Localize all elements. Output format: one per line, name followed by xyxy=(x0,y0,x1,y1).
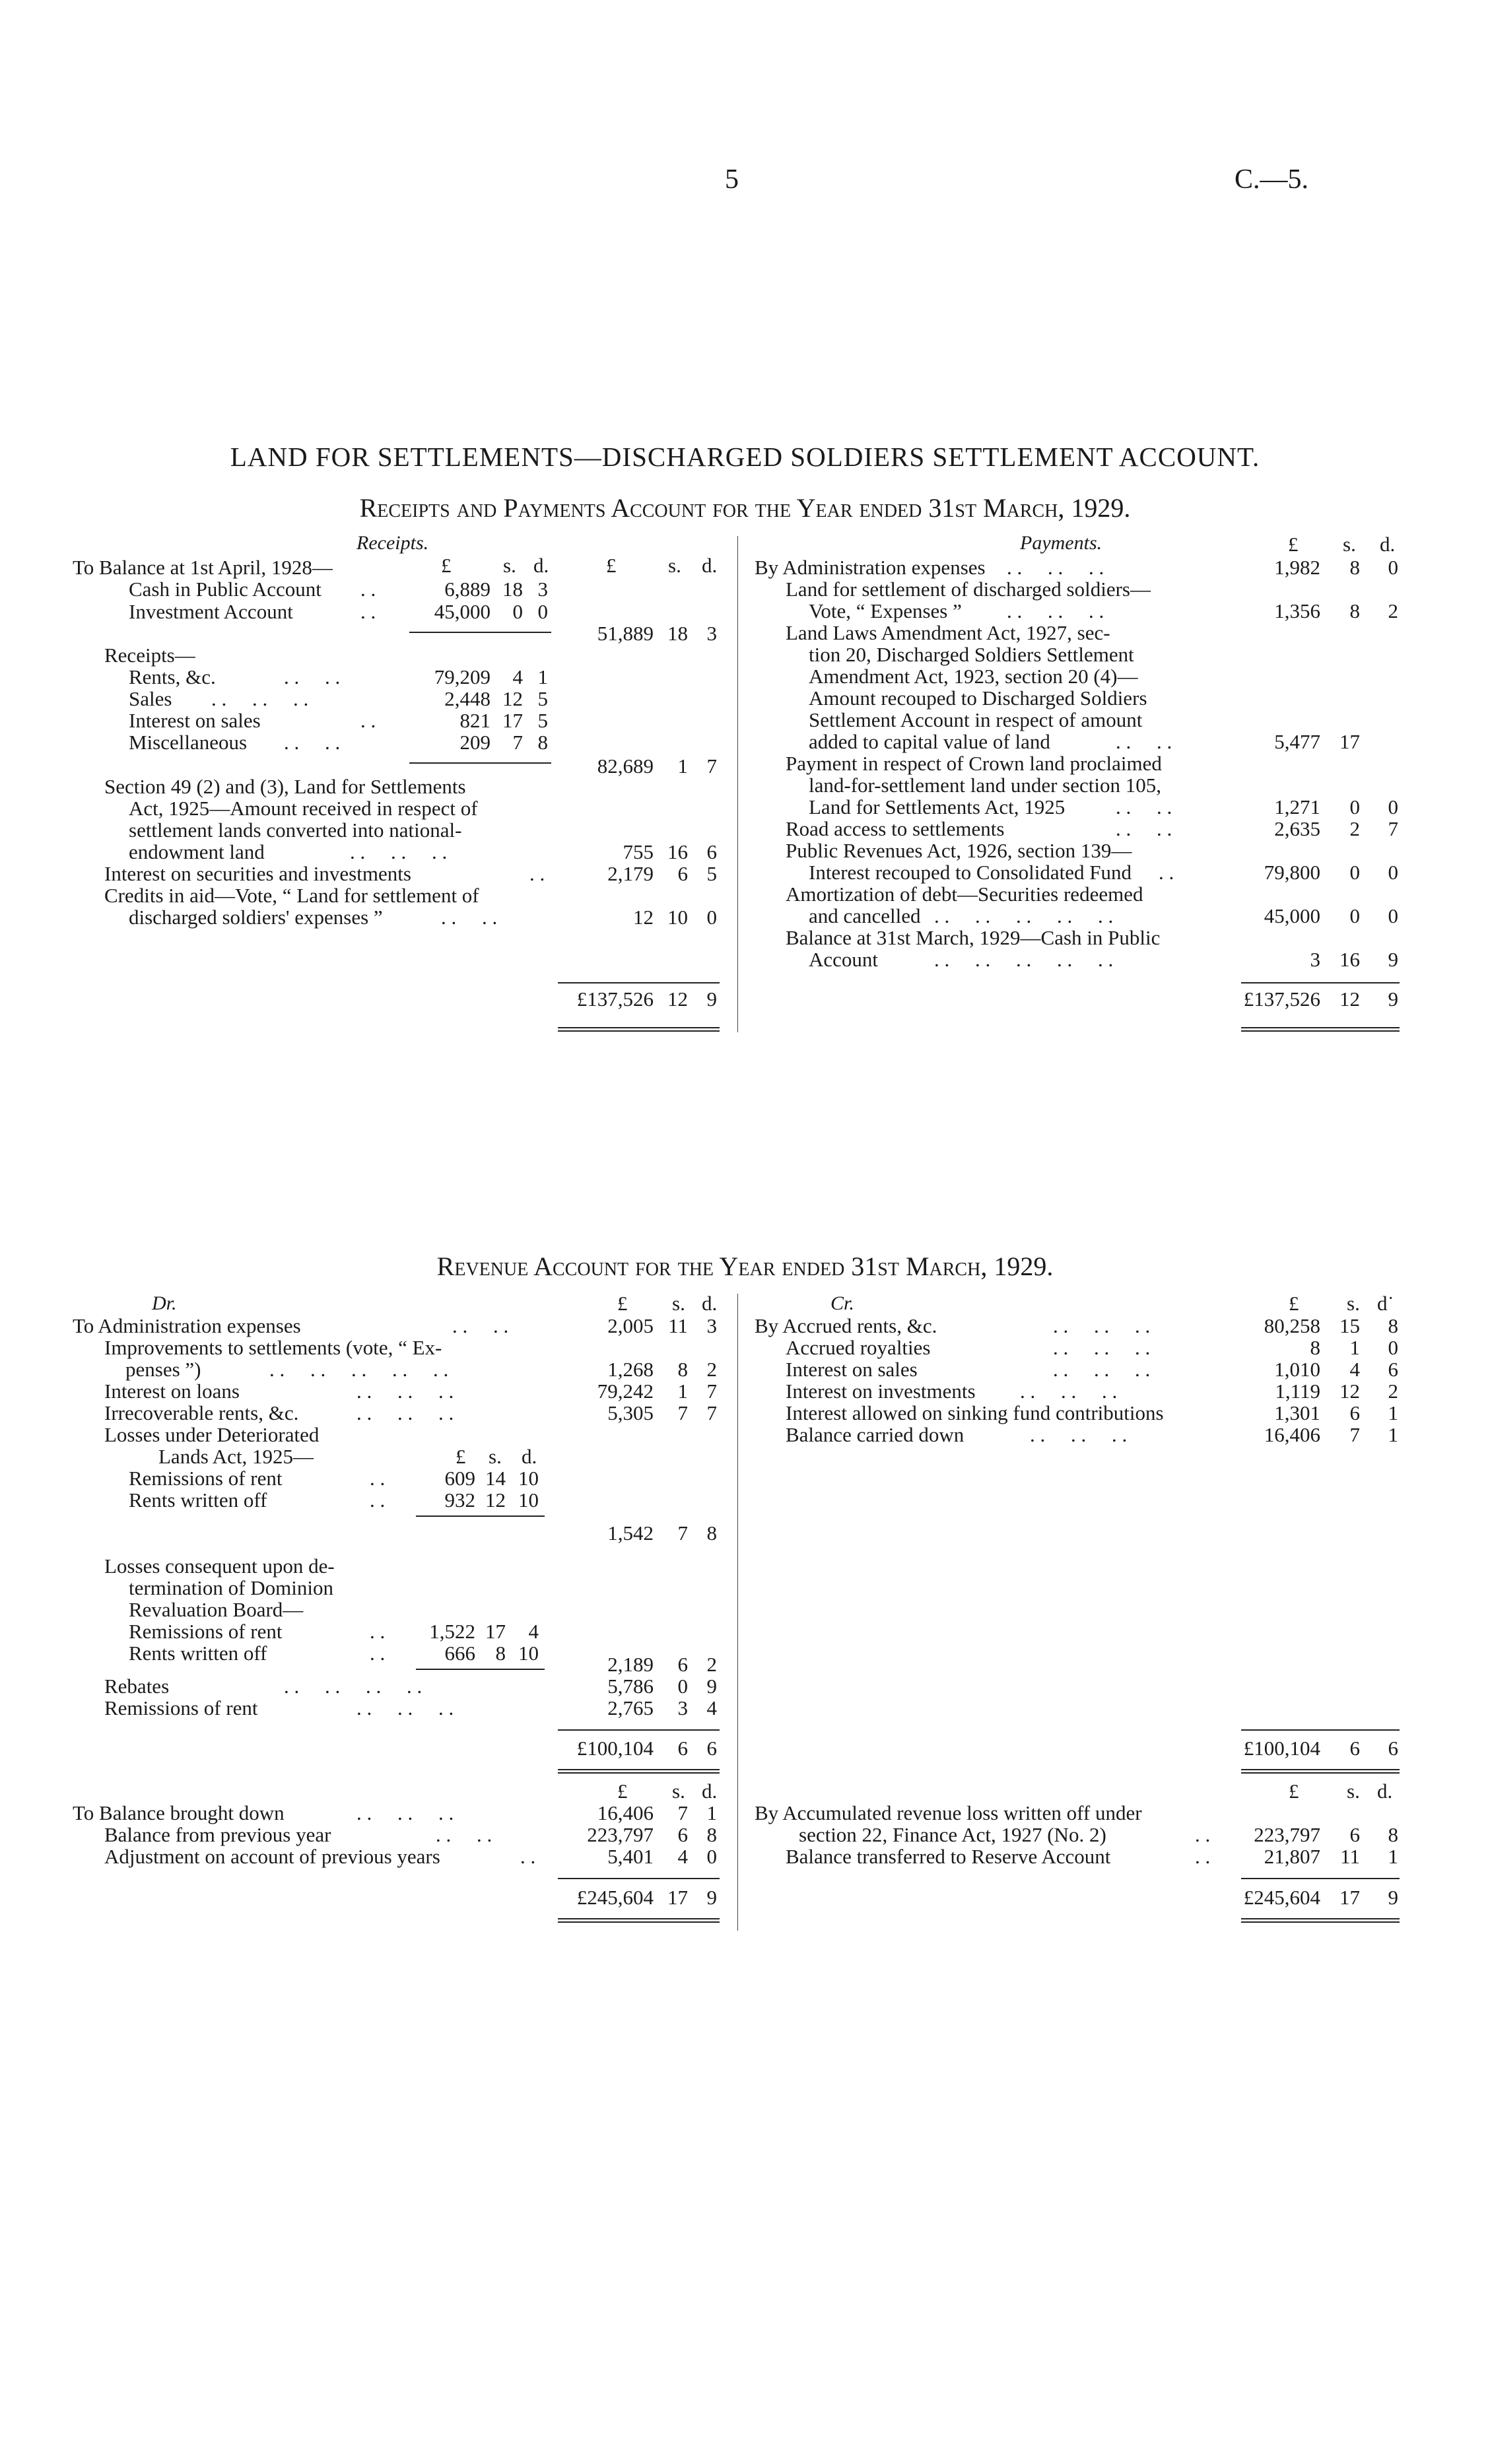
dr-dom-written-off-shillings: 8 xyxy=(495,1642,506,1665)
page-number: 5 xyxy=(725,164,739,195)
dr-det-pound-head: £ xyxy=(456,1445,466,1468)
rec-interest-label: Interest on securities and investments xyxy=(104,862,411,885)
main-title: LAND FOR SETTLEMENTS—DISCHARGED SOLDIERS SETTLEMENT ACCOUNT. xyxy=(230,442,1260,472)
cr-total-shillings: 6 xyxy=(1349,1737,1360,1760)
pay-lla-line5: Settlement Account in respect of amount xyxy=(809,708,1143,731)
pay-amort-line2: and cancelled xyxy=(809,904,921,927)
cr-accumulated-pence: 8 xyxy=(1388,1823,1398,1846)
cr-accrued-label: By Accrued rents, &c. xyxy=(755,1314,937,1337)
rp-rec-outer-s: s. xyxy=(668,554,681,577)
cr-sinking-fund-shillings: 6 xyxy=(1349,1401,1360,1424)
dr-total-shillings: 6 xyxy=(677,1737,688,1760)
cr-accrued-pence: 8 xyxy=(1388,1314,1398,1337)
dr-grand-total-pounds: £245,604 xyxy=(576,1886,654,1909)
rec-rents-pence: 1 xyxy=(537,665,548,688)
rec-receipts-total-shillings: 1 xyxy=(677,754,688,778)
rec-total-double-rule xyxy=(558,1027,720,1032)
payments-heading: Payments. xyxy=(1020,532,1102,554)
rec-receipts-total-pence: 7 xyxy=(706,754,717,778)
dr-improvements-line2: penses ”) xyxy=(125,1358,201,1381)
rec-s49-line3: settlement lands converted into national- xyxy=(129,818,462,842)
cr-grand-total-top-rule xyxy=(1241,1878,1400,1879)
rec-interest-sales-pounds: 821 xyxy=(459,709,491,732)
rp-subtitle: Receipts and Payments Account for the Year ended 31st March, 1929. xyxy=(359,493,1131,523)
pay-balance-shillings: 16 xyxy=(1339,948,1360,971)
rp-pay-pound: £ xyxy=(1288,533,1299,556)
dr-previous-year-shillings: 6 xyxy=(677,1823,688,1846)
cr-reserve-label: Balance transferred to Reserve Account xyxy=(786,1845,1111,1868)
pay-admin-label: By Administration expenses xyxy=(755,556,986,579)
pay-land-line1: Land for settlement of discharged soldiers— xyxy=(786,578,1151,601)
pay-lla-line6: added to capital value of land xyxy=(809,730,1050,753)
dr-total-double-rule xyxy=(558,1769,720,1774)
rec-total-shillings: 12 xyxy=(667,987,688,1011)
rec-receipts-label: Receipts— xyxy=(104,644,195,667)
rec-rents-label: Rents, &c. xyxy=(129,665,216,688)
dr-det-subtotal-rule xyxy=(416,1515,545,1517)
pay-admin-pounds: 1,982 xyxy=(1274,556,1320,579)
dr2-pound-head: £ xyxy=(617,1780,628,1803)
dr-adjustment-pounds: 5,401 xyxy=(607,1845,654,1868)
rec-cash-pounds: 6,889 xyxy=(444,578,491,601)
rec-cash-pence: 3 xyxy=(537,578,548,601)
rec-s49-line1: Section 49 (2) and (3), Land for Settlements xyxy=(104,775,466,798)
rec-interest-sales-pence: 5 xyxy=(537,709,548,732)
rec-credits-pence: 0 xyxy=(706,906,717,929)
receipts-heading: Receipts. xyxy=(356,532,429,554)
dr-remissions-pence: 4 xyxy=(706,1696,717,1719)
rec-rents-pounds: 79,209 xyxy=(434,665,491,688)
dr-total-pounds: £100,104 xyxy=(576,1737,654,1760)
rec-s49-line4: endowment land xyxy=(129,840,265,863)
dr-det-s-head: s. xyxy=(489,1445,502,1468)
pay-crown-pounds: 1,271 xyxy=(1274,795,1320,818)
dr-previous-year-pence: 8 xyxy=(706,1823,717,1846)
rec-receipts-total-pounds: 82,689 xyxy=(597,754,654,778)
pay-pra-pence: 0 xyxy=(1388,861,1398,884)
dr-deteriorated-line2: Lands Act, 1925— xyxy=(158,1445,314,1468)
rec-interest-pounds: 2,179 xyxy=(607,862,654,885)
rev-dr-s: s. xyxy=(672,1292,685,1315)
rec-misc-pounds: 209 xyxy=(459,731,491,754)
pay-road-pounds: 2,635 xyxy=(1274,817,1320,840)
cr-reserve-pounds: 21,807 xyxy=(1264,1845,1320,1868)
rev-cr: Cr. xyxy=(830,1292,854,1314)
dr2-d-head: d. xyxy=(702,1780,718,1803)
dr-admin-shillings: 11 xyxy=(668,1314,688,1337)
dr-grand-total-shillings: 17 xyxy=(667,1886,688,1909)
rec-total-pounds: £137,526 xyxy=(576,987,654,1011)
pay-total-top-rule xyxy=(1241,982,1400,983)
dr-remissions-label: Remissions of rent xyxy=(104,1696,258,1719)
dr-dom-subtotal-rule xyxy=(416,1669,545,1670)
rec-investment-pence: 0 xyxy=(537,600,548,623)
cr-grand-total-double-rule xyxy=(1241,1918,1400,1923)
cr-accumulated-line2: section 22, Finance Act, 1927 (No. 2) xyxy=(799,1823,1106,1846)
cr-interest-investments-shillings: 12 xyxy=(1339,1380,1360,1403)
cr2-pound-head: £ xyxy=(1289,1780,1299,1803)
dr-admin-pounds: 2,005 xyxy=(607,1314,654,1337)
dr-dom-remissions-label: Remissions of rent xyxy=(129,1620,283,1643)
cr-grand-total-shillings: 17 xyxy=(1339,1886,1360,1909)
dr-dom-written-off-label: Rents written off xyxy=(129,1642,267,1665)
dr-total-top-rule xyxy=(558,1729,720,1731)
rec-investment-pounds: 45,000 xyxy=(434,600,491,623)
pay-balance-pounds: 3 xyxy=(1310,948,1320,971)
dr-rebates-pounds: 5,786 xyxy=(607,1675,654,1698)
dr-loans-pence: 7 xyxy=(706,1380,717,1403)
pay-land-pounds: 1,356 xyxy=(1274,599,1320,622)
cr2-d-head: d. xyxy=(1377,1780,1393,1803)
dr-loans-pounds: 79,242 xyxy=(597,1380,654,1403)
rec-interest-sales-label: Interest on sales xyxy=(129,709,261,732)
pay-admin-pence: 0 xyxy=(1388,556,1398,579)
rec-total-top-rule xyxy=(558,982,720,983)
pay-crown-line2: land-for-settlement land under section 105, xyxy=(809,774,1161,797)
rec-sales-pence: 5 xyxy=(537,687,548,710)
dr-det-written-off-label: Rents written off xyxy=(129,1488,267,1512)
rec-receipts-subtotal-rule xyxy=(409,762,551,764)
rec-sales-label: Sales xyxy=(129,687,172,710)
dr-remissions-shillings: 3 xyxy=(677,1696,688,1719)
dr-det-total-pounds: 1,542 xyxy=(607,1521,654,1545)
dr-det-remissions-pounds: 609 xyxy=(444,1467,475,1490)
dr-brought-down-pence: 1 xyxy=(706,1801,717,1824)
dr-det-written-off-pounds: 932 xyxy=(444,1488,475,1512)
dr-loans-shillings: 1 xyxy=(677,1380,688,1403)
cr-carried-down-label: Balance carried down xyxy=(786,1423,965,1446)
cr-sinking-fund-pence: 1 xyxy=(1388,1401,1398,1424)
rp-pay-s: s. xyxy=(1343,533,1356,556)
rec-interest-shillings: 6 xyxy=(677,862,688,885)
dr-admin-label: To Administration expenses xyxy=(73,1314,301,1337)
cr-accrued-pounds: 80,258 xyxy=(1264,1314,1320,1337)
cr-interest-sales-pounds: 1,010 xyxy=(1274,1358,1320,1381)
document-reference: C.—5. xyxy=(1235,164,1309,195)
dr-irrecoverable-shillings: 7 xyxy=(677,1401,688,1424)
pay-road-label: Road access to settlements xyxy=(786,817,1005,840)
dr-rebates-shillings: 0 xyxy=(677,1675,688,1698)
rec-sales-shillings: 12 xyxy=(502,687,523,710)
pay-pra-shillings: 0 xyxy=(1349,861,1360,884)
pay-land-shillings: 8 xyxy=(1349,599,1360,622)
dr-deteriorated-line1: Losses under Deteriorated xyxy=(104,1423,320,1446)
dr-loans-label: Interest on loans xyxy=(104,1380,240,1403)
dr-remissions-pounds: 2,765 xyxy=(607,1696,654,1719)
cr-reserve-shillings: 11 xyxy=(1340,1845,1360,1868)
cr-carried-down-shillings: 7 xyxy=(1349,1423,1360,1446)
rec-credits-shillings: 10 xyxy=(667,906,688,929)
rec-balance-subtotal-rule xyxy=(409,632,551,633)
rec-rents-shillings: 4 xyxy=(512,665,523,688)
dr-dominion-line3: Revaluation Board— xyxy=(129,1598,304,1621)
cr-royalties-pounds: 8 xyxy=(1310,1336,1320,1359)
pay-amort-pence: 0 xyxy=(1388,904,1398,927)
rev-dr: Dr. xyxy=(152,1292,177,1314)
pay-balance-pence: 9 xyxy=(1388,948,1398,971)
pay-admin-shillings: 8 xyxy=(1349,556,1360,579)
cr-grand-total-pence: 9 xyxy=(1388,1886,1398,1909)
dr-det-remissions-label: Remissions of rent xyxy=(129,1467,283,1490)
dr-dominion-line2: termination of Dominion xyxy=(129,1576,333,1599)
rec-interest-pence: 5 xyxy=(706,862,717,885)
rec-credits-line1: Credits in aid—Vote, “ Land for settlement of xyxy=(104,884,479,907)
pay-pra-line2: Interest recouped to Consolidated Fund xyxy=(809,861,1132,884)
cr-accumulated-line1: By Accumulated revenue loss written off under xyxy=(755,1801,1142,1824)
dr-det-written-off-pence: 10 xyxy=(518,1488,539,1512)
dr-det-total-pence: 8 xyxy=(706,1521,717,1545)
cr-interest-sales-label: Interest on sales xyxy=(786,1358,918,1381)
dr-improvements-pounds: 1,268 xyxy=(607,1358,654,1381)
rp-rec-inner-pound: £ xyxy=(441,554,452,577)
pay-road-shillings: 2 xyxy=(1349,817,1360,840)
pay-amort-line1: Amortization of debt—Securities redeemed xyxy=(786,882,1143,906)
dr2-s-head: s. xyxy=(672,1780,685,1803)
cr-sinking-fund-label: Interest allowed on sinking fund contributions xyxy=(786,1401,1164,1424)
dr-dom-total-shillings: 6 xyxy=(677,1653,688,1676)
rec-balance-total-pounds: 51,889 xyxy=(597,622,654,645)
pay-lla-line3: Amendment Act, 1923, section 20 (4)— xyxy=(809,665,1138,688)
pay-lla-pounds: 5,477 xyxy=(1274,730,1320,753)
pay-land-pence: 2 xyxy=(1388,599,1398,622)
cr-interest-sales-pence: 6 xyxy=(1388,1358,1398,1381)
pay-lla-shillings: 17 xyxy=(1339,730,1360,753)
pay-lla-line1: Land Laws Amendment Act, 1927, sec- xyxy=(786,621,1110,644)
rec-balance-total-pence: 3 xyxy=(706,622,717,645)
dr-dom-remissions-pounds: 1,522 xyxy=(429,1620,475,1643)
dr-brought-down-label: To Balance brought down xyxy=(73,1801,285,1824)
dr-dom-remissions-shillings: 17 xyxy=(485,1620,506,1643)
dr-dom-total-pence: 2 xyxy=(706,1653,717,1676)
dr-irrecoverable-pounds: 5,305 xyxy=(607,1401,654,1424)
pay-crown-line3: Land for Settlements Act, 1925 xyxy=(809,795,1066,818)
cr-interest-sales-shillings: 4 xyxy=(1349,1358,1360,1381)
rev-dr-d: d. xyxy=(702,1292,718,1315)
rec-credits-line2: discharged soldiers' expenses ” xyxy=(129,906,383,929)
pay-total-pence: 9 xyxy=(1388,987,1398,1011)
cr-grand-total-pounds: £245,604 xyxy=(1243,1886,1320,1909)
pay-crown-pence: 0 xyxy=(1388,795,1398,818)
pay-crown-line1: Payment in respect of Crown land proclaimed xyxy=(786,752,1162,775)
dr-rebates-label: Rebates xyxy=(104,1675,170,1698)
rec-sales-pounds: 2,448 xyxy=(444,687,491,710)
dr-irrecoverable-label: Irrecoverable rents, &c. xyxy=(104,1401,299,1424)
dr-improvements-line1: Improvements to settlements (vote, “ Ex- xyxy=(104,1336,442,1359)
dr-dominion-line1: Losses consequent upon de- xyxy=(104,1554,335,1578)
dr-total-pence: 6 xyxy=(706,1737,717,1760)
cr-royalties-shillings: 1 xyxy=(1349,1336,1360,1359)
cr-carried-down-pence: 1 xyxy=(1388,1423,1398,1446)
rec-balance-label: To Balance at 1st April, 1928— xyxy=(73,556,333,579)
cr-interest-investments-pence: 2 xyxy=(1388,1380,1398,1403)
cr-interest-investments-label: Interest on investments xyxy=(786,1380,976,1403)
dr-dom-written-off-pence: 10 xyxy=(518,1642,539,1665)
pay-total-double-rule xyxy=(1241,1027,1400,1032)
rev-column-divider xyxy=(737,1294,738,1931)
cr-sinking-fund-pounds: 1,301 xyxy=(1274,1401,1320,1424)
dr-adjustment-label: Adjustment on account of previous years xyxy=(104,1845,440,1868)
rec-misc-pence: 8 xyxy=(537,731,548,754)
rev-subtitle: Revenue Account for the Year ended 31st March, 1929. xyxy=(436,1251,1054,1281)
cr-accumulated-pounds: 223,797 xyxy=(1254,1823,1320,1846)
pay-amort-shillings: 0 xyxy=(1349,904,1360,927)
rec-total-pence: 9 xyxy=(706,987,717,1011)
cr-reserve-pence: 1 xyxy=(1388,1845,1398,1868)
dr-irrecoverable-pence: 7 xyxy=(706,1401,717,1424)
cr-accumulated-shillings: 6 xyxy=(1349,1823,1360,1846)
cr-total-top-rule xyxy=(1241,1729,1400,1731)
cr-interest-investments-pounds: 1,119 xyxy=(1275,1380,1320,1403)
dr-dom-remissions-pence: 4 xyxy=(528,1620,539,1643)
rev-cr-d: d˙ xyxy=(1377,1292,1394,1315)
rec-s49-pounds: 755 xyxy=(623,840,654,863)
rp-pay-d: d. xyxy=(1380,533,1396,556)
cr-total-double-rule xyxy=(1241,1769,1400,1774)
pay-lla-line4: Amount recouped to Discharged Soldiers xyxy=(809,686,1147,710)
rec-interest-sales-shillings: 17 xyxy=(502,709,523,732)
dr-improvements-pence: 2 xyxy=(706,1358,717,1381)
cr-accrued-shillings: 15 xyxy=(1339,1314,1360,1337)
dr-adjustment-pence: 0 xyxy=(706,1845,717,1868)
cr-total-pounds: £100,104 xyxy=(1243,1737,1320,1760)
dr-brought-down-pounds: 16,406 xyxy=(597,1801,654,1824)
pay-pra-pounds: 79,800 xyxy=(1264,861,1320,884)
cr-royalties-pence: 0 xyxy=(1388,1336,1398,1359)
pay-pra-line1: Public Revenues Act, 1926, section 139— xyxy=(786,839,1132,862)
rec-investment-shillings: 0 xyxy=(512,600,523,623)
rp-column-divider xyxy=(737,536,738,1032)
cr-total-pence: 6 xyxy=(1388,1737,1398,1760)
rec-cash-shillings: 18 xyxy=(502,578,523,601)
rec-cash-label: Cash in Public Account xyxy=(129,578,322,601)
cr2-s-head: s. xyxy=(1347,1780,1360,1803)
dr-grand-total-double-rule xyxy=(558,1918,720,1923)
pay-total-pounds: £137,526 xyxy=(1243,987,1320,1011)
rec-misc-label: Miscellaneous xyxy=(129,731,248,754)
pay-total-shillings: 12 xyxy=(1339,987,1360,1011)
rec-credits-pounds: 12 xyxy=(633,906,654,929)
rev-cr-pound: £ xyxy=(1289,1292,1299,1315)
rec-investment-label: Investment Account xyxy=(129,600,293,623)
rp-rec-inner-s: s. xyxy=(503,554,516,577)
dr-previous-year-label: Balance from previous year xyxy=(104,1823,331,1846)
dr-grand-total-pence: 9 xyxy=(706,1886,717,1909)
pay-balance-line1: Balance at 31st March, 1929—Cash in Public xyxy=(786,926,1161,949)
rp-rec-outer-d: d. xyxy=(702,554,718,577)
dr-det-total-shillings: 7 xyxy=(677,1521,688,1545)
dr-dom-total-pounds: 2,189 xyxy=(607,1653,654,1676)
rev-dr-pound: £ xyxy=(617,1292,628,1315)
rp-rec-outer-pound: £ xyxy=(606,554,617,577)
rec-s49-pence: 6 xyxy=(706,840,717,863)
cr-carried-down-pounds: 16,406 xyxy=(1264,1423,1320,1446)
rev-cr-s: s. xyxy=(1347,1292,1360,1315)
pay-balance-line2: Account xyxy=(809,948,879,971)
pay-crown-shillings: 0 xyxy=(1349,795,1360,818)
rec-s49-line2: Act, 1925—Amount received in respect of xyxy=(129,797,478,820)
rec-balance-total-shillings: 18 xyxy=(667,622,688,645)
pay-land-line2: Vote, “ Expenses ” xyxy=(809,599,962,622)
cr-royalties-label: Accrued royalties xyxy=(786,1336,931,1359)
rec-misc-shillings: 7 xyxy=(512,731,523,754)
pay-amort-pounds: 45,000 xyxy=(1264,904,1320,927)
dr-det-remissions-pence: 10 xyxy=(518,1467,539,1490)
dr-dom-written-off-pounds: 666 xyxy=(444,1642,475,1665)
dr-det-d-head: d. xyxy=(522,1445,537,1468)
rp-rec-inner-d: d. xyxy=(533,554,549,577)
dr-admin-pence: 3 xyxy=(706,1314,717,1337)
pay-road-pence: 7 xyxy=(1388,817,1398,840)
pay-lla-line2: tion 20, Discharged Soldiers Settlement xyxy=(809,643,1134,666)
dr-previous-year-pounds: 223,797 xyxy=(587,1823,654,1846)
dr-brought-down-shillings: 7 xyxy=(677,1801,688,1824)
dr-det-remissions-shillings: 14 xyxy=(485,1467,506,1490)
dr-improvements-shillings: 8 xyxy=(677,1358,688,1381)
rec-s49-shillings: 16 xyxy=(667,840,688,863)
dr-rebates-pence: 9 xyxy=(706,1675,717,1698)
dr-det-written-off-shillings: 12 xyxy=(485,1488,506,1512)
dr-adjustment-shillings: 4 xyxy=(677,1845,688,1868)
dr-grand-total-top-rule xyxy=(558,1878,720,1879)
